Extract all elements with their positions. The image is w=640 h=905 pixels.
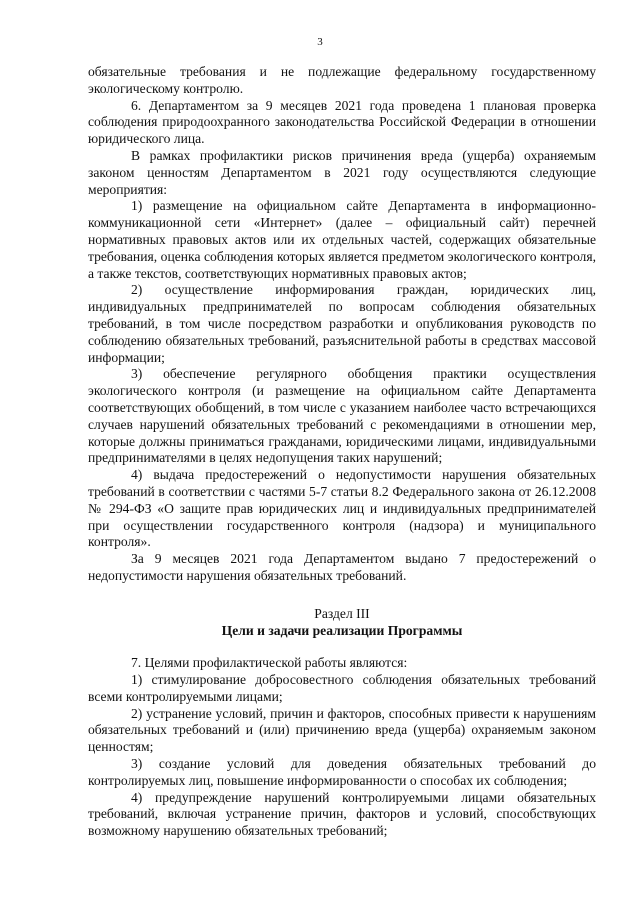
paragraph-continuation: обязательные требования и не подлежащие федеральному государственному экологическому контролю. bbox=[88, 64, 596, 96]
goal-item-4: 4) предупреждение нарушений контролируемыми лицами обязательных требований, включая устранение причин, факторов и условий, способствующих возможному нарушению обязательных требований; bbox=[88, 789, 596, 839]
paragraph-prevention-intro: В рамках профилактики рисков причинения вреда (ущерба) охраняемым законом ценностям Департаментом в 2021 году осуществляются следующие мероприятия: bbox=[88, 147, 596, 197]
goal-item-3: 3) создание условий для доведения обязательных требований до контролируемых лиц, повышение информированности о способах их соблюдения; bbox=[88, 756, 596, 788]
goal-item-2: 2) устранение условий, причин и факторов, способных привести к нарушениям обязательных требований и (или) причинению вреда (ущерба) охраняемым законом ценностям; bbox=[88, 705, 596, 755]
paragraph-warnings-summary: За 9 месяцев 2021 года Департаментом выдано 7 предостережений о недопустимости нарушения обязательных требований. bbox=[88, 551, 596, 583]
list-item-4: 4) выдача предостережений о недопустимости нарушения обязательных требований в соответствии с частями 5-7 статьи 8.2 Федерального закона от 26.12.2008 № 294-ФЗ «О защите прав юридических лиц и индивидуальных предпринимателей при осуществлении государственного контроля (надзора) и муниципального контроля». bbox=[88, 467, 596, 550]
list-item-2: 2) осуществление информирования граждан, юридических лиц, индивидуальных предпринимателей по вопросам соблюдения обязательных требований, в том числе посредством разработки и опубликования руководств по соблюдению обязательных требований, разъяснительной работы в средствах массовой информации; bbox=[88, 282, 596, 365]
section-label: Раздел III bbox=[314, 605, 370, 621]
paragraph-item-7: 7. Целями профилактической работы являются: bbox=[131, 655, 408, 671]
section-title: Цели и задачи реализации Программы bbox=[221, 622, 463, 638]
paragraph-item-6: 6. Департаментом за 9 месяцев 2021 года проведена 1 плановая проверка соблюдения природоохранного законодательства Российской Федерации в отношении юридического лица. bbox=[88, 97, 596, 147]
spacer bbox=[88, 639, 596, 655]
goal-item-1: 1) стимулирование добросовестного соблюдения обязательных требований всеми контролируемыми лицами; bbox=[88, 672, 596, 704]
document-body bbox=[88, 64, 596, 840]
list-item-3: 3) обеспечение регулярного обобщения практики осуществления экологического контроля (и размещение на официальном сайте Департамента соответствующих обобщений, в том числе с указанием наиболее часто встречающихся случаев нарушений обязательных требований с рекомендациями в отношении мер, которые должны приниматься гражданами, юридическими лицами, индивидуальными предпринимателями в целях недопущения таких нарушений; bbox=[88, 366, 596, 466]
list-item-1: 1) размещение на официальном сайте Департамента в информационно-коммуникационной сети «Интернет» (далее – официальный сайт) перечней нормативных правовых актов или их отдельных частей, содержащих обязательные требования, оценка соблюдения которых является предметом экологического контроля, а также текстов, соответствующих нормативных правовых актов; bbox=[88, 198, 596, 281]
spacer bbox=[88, 585, 596, 606]
page-number: 3 bbox=[317, 36, 323, 48]
